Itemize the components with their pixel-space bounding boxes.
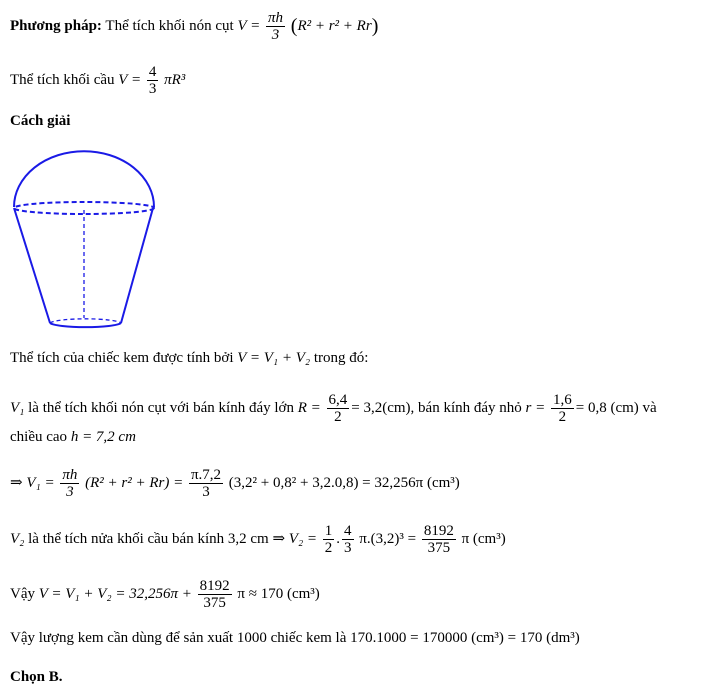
hemisphere-top — [14, 151, 154, 207]
method-label: Phương pháp: — [10, 17, 102, 34]
v1-R-rhs: = 3,2(cm) — [351, 399, 411, 416]
volume-intro-line — [10, 350, 368, 367]
method-frac-den: 3 — [271, 27, 280, 43]
volume-intro-suffix: trong đó: — [313, 350, 369, 366]
v2-frac2 — [342, 523, 354, 556]
sphere-rhs: πR³ — [164, 71, 186, 88]
total-fraction — [198, 578, 232, 611]
v1-R-lhs: R = — [297, 399, 321, 416]
v2-mid: π.(3,2)³ = — [359, 530, 417, 547]
v2-f3-den: 375 — [427, 540, 451, 556]
v1-calc-lhs: ⇒ V₁ = — [10, 474, 55, 491]
method-fraction — [266, 10, 285, 43]
sphere-line — [10, 64, 185, 97]
amount-line — [10, 630, 580, 647]
v2-f3-num: 8192 — [423, 523, 454, 539]
volume-intro-text: Thể tích của chiếc kem được tính bởi — [10, 350, 234, 366]
v2-frac1 — [323, 523, 335, 556]
v1-R-num: 6,4 — [328, 392, 348, 408]
v2-frac3 — [422, 523, 456, 556]
method-text: Thể tích khối nón cụt — [105, 17, 234, 34]
method-formula-body: R² + r² + Rr — [297, 17, 372, 34]
v1-r-rhs: = 0,8 (cm) — [575, 399, 639, 416]
v1-height-line — [10, 429, 136, 446]
total-rhs: π ≈ 170 (cm³) — [237, 585, 320, 602]
v2-lhs: ⇒ V₂ = — [272, 530, 318, 547]
v1-r-num: 1,6 — [553, 392, 572, 408]
total-label: Vậy — [10, 585, 35, 602]
method-frac-num: πh — [268, 10, 284, 26]
sphere-frac-num: 4 — [148, 64, 157, 80]
method-line: Phương pháp: Thể tích khối nón cụt V = $\frac{\pi h}{3}$ (R² + r² + Rr) — [10, 10, 379, 43]
v1-text-b: , bán kính đáy nhỏ — [410, 399, 522, 416]
v2-f2-den: 3 — [344, 540, 352, 556]
sphere-lhs: V = — [118, 71, 142, 88]
v1-calc-rhs: (3,2² + 0,8² + 3,2.0,8) = 32,256π (cm³) — [228, 474, 460, 491]
solution-title: Cách giải — [10, 113, 71, 129]
v1-R-fraction — [327, 392, 350, 425]
v1-height-text: chiều cao — [10, 429, 68, 445]
total-f-den: 375 — [203, 595, 226, 611]
v1-calc-frac1 — [60, 467, 79, 500]
v1-r-lhs: r = — [525, 399, 546, 416]
v2-f1-num: 1 — [324, 523, 333, 539]
total-lhs: V = V₁ + V₂ = 32,256π + — [38, 585, 192, 602]
v1-height-formula: h = 7,2 cm — [70, 429, 136, 445]
v2-var: V₂ — [10, 530, 25, 547]
v2-f2-num: 4 — [344, 523, 352, 539]
cone-left-edge — [14, 208, 50, 323]
v1-calc-f1-num: πh — [62, 467, 78, 483]
answer-text: Chọn B. — [10, 669, 63, 685]
v1-r-den: 2 — [558, 409, 567, 425]
sphere-frac-den: 3 — [148, 81, 157, 97]
v1-var: V₁ — [10, 399, 25, 416]
ice-cream-figure — [10, 150, 160, 335]
bottom-base-back — [50, 319, 121, 323]
bottom-base-front — [50, 323, 121, 327]
v1-calc-f2-den: 3 — [202, 484, 210, 500]
sphere-fraction — [147, 64, 159, 97]
volume-intro-formula: V = V₁ + V₂ — [237, 350, 311, 366]
total-line — [10, 578, 320, 611]
v2-rhs: π (cm³) — [461, 530, 506, 547]
method-formula-lhs: V = — [237, 17, 261, 34]
amount-text: Vậy lượng kem cần dùng để sản xuất 1000 chiếc kem là — [10, 630, 347, 646]
cone-right-edge — [121, 208, 153, 323]
v1-calc-line — [10, 467, 460, 500]
v1-text-c: và — [642, 399, 657, 416]
sphere-text: Thể tích khối cầu — [10, 71, 115, 88]
v2-line: V₂ là thể tích nửa khối cầu bán kính 3,2 cm ⇒ V₂ = $\frac{1}{2}$ . $\frac{4}{3}$ π.(3,2)³ = $\frac{8192}{375}$ π (cm³) — [10, 523, 506, 556]
v1-calc-f2-num: π.7,2 — [190, 467, 222, 483]
v2-f1-den: 2 — [324, 540, 333, 556]
v1-calc-frac2 — [189, 467, 223, 500]
v2-text: là thể tích nửa khối cầu bán kính 3,2 cm — [28, 530, 269, 547]
v1-r-fraction — [551, 392, 574, 425]
v1-line — [10, 392, 657, 425]
v1-text-a: là thể tích khối nón cụt với bán kính đáy lớn — [28, 399, 294, 416]
v1-calc-f1-den: 3 — [66, 484, 74, 500]
amount-formula: 170.1000 = 170000 (cm³) = 170 (dm³) — [350, 630, 580, 646]
total-f-num: 8192 — [199, 578, 230, 594]
v1-calc-mid: (R² + r² + Rr) = — [85, 474, 184, 491]
v1-R-den: 2 — [334, 409, 342, 425]
